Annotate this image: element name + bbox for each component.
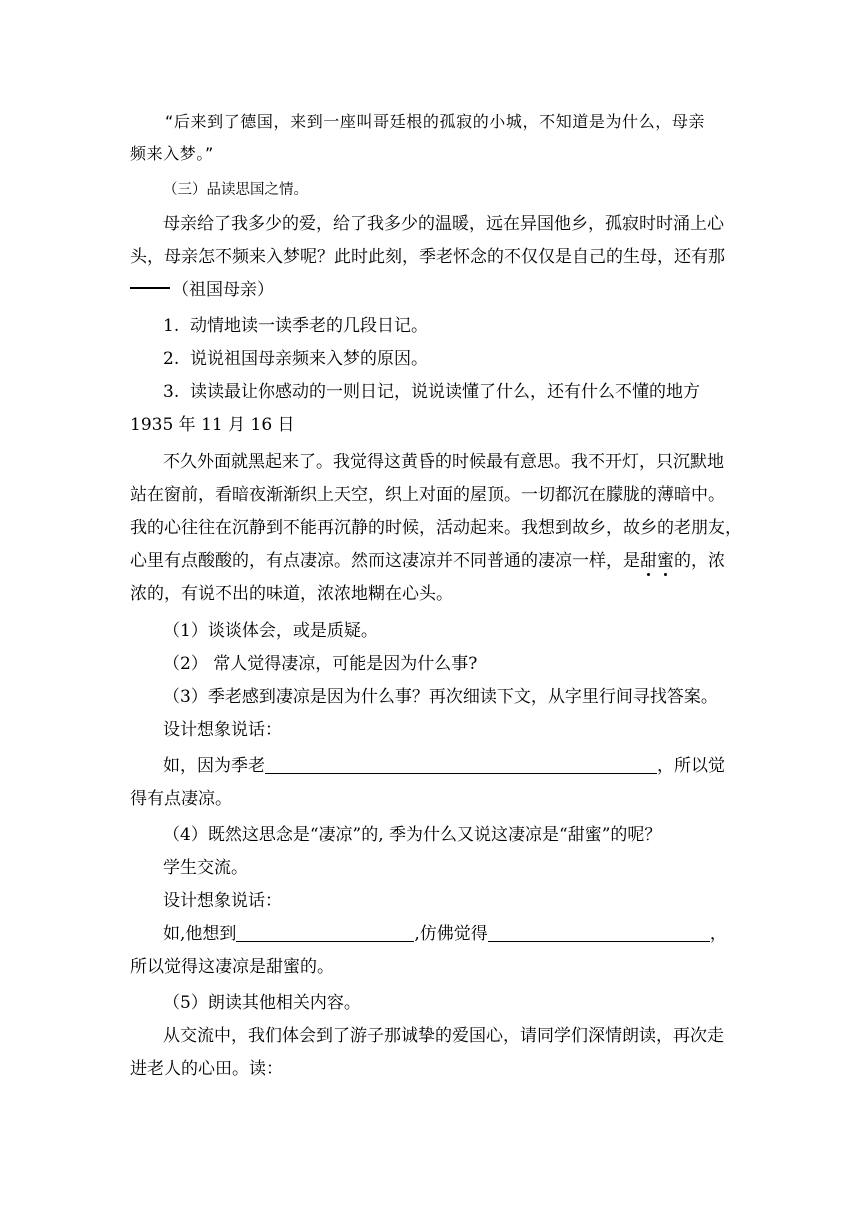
question-2: （2） 常人觉得凄凉，可能是因为什么事? xyxy=(163,654,478,674)
diary-line-4 xyxy=(130,549,725,573)
task-number: 3. xyxy=(163,382,180,402)
student-exchange: 学生交流。 xyxy=(163,858,248,878)
intro-answer: （祖国母亲） xyxy=(172,280,274,300)
closing-line-1: 从交流中，我们体会到了游子那诚挚的爱国心，请同学们深情朗读，再次走 xyxy=(163,1026,724,1046)
task-number: 2. xyxy=(163,349,180,369)
fill-suffix: ， xyxy=(709,924,727,944)
fill-suffix: ，所以觉 xyxy=(657,756,725,776)
emphasis-char: 甜 xyxy=(640,551,657,571)
question-4: （4）既然这思念是“凄凉”的, 季为什么又说这凄凉是“甜蜜”的呢？ xyxy=(163,825,662,845)
closing-line-2: 进老人的心田。读： xyxy=(130,1059,283,1079)
design-prompt-2: 设计想象说话： xyxy=(163,891,282,911)
task-item xyxy=(163,380,700,404)
diary-date: 1935 年 11 月 16 日 xyxy=(130,415,295,435)
task-item xyxy=(163,314,428,338)
task-number: 1. xyxy=(163,316,180,336)
task-text: 动情地读一读季老的几段日记。 xyxy=(190,316,429,336)
question-3: （3）季老感到凄凉是因为什么事？再次细读下文，从字里行间寻找答案。 xyxy=(163,687,718,707)
fill-line-2 xyxy=(163,922,727,946)
fill-prefix: 如,他想到 xyxy=(163,924,237,944)
fill-line-1-cont: 得有点凄凉。 xyxy=(130,789,232,809)
task-text: 读读最让你感动的一则日记，说说读懂了什么，还有什么不懂的地方 xyxy=(190,382,701,402)
fill-mid: ,仿佛觉得 xyxy=(414,924,488,944)
question-1: （1）谈谈体会，或是质疑。 xyxy=(163,621,378,641)
intro-line-3 xyxy=(130,278,274,302)
intro-line-1: 母亲给了我多少的爱，给了我多少的温暖，远在异国他乡，孤寂时时涌上心 xyxy=(163,214,724,234)
dash-line xyxy=(130,287,170,289)
task-text: 说说祖国母亲频来入梦的原因。 xyxy=(190,349,429,369)
diary-text: 心里有点酸酸的，有点凄凉。然而这凄凉并不同普通的凄凉一样，是 xyxy=(130,551,640,571)
answer-blank[interactable] xyxy=(488,923,710,942)
emphasis-char: 蜜 xyxy=(657,551,674,571)
diary-line-3: 我的心往往在沉静到不能再沉静的时候，活动起来。我想到故乡，故乡的老朋友， xyxy=(130,518,742,538)
fill-line-2-cont: 所以觉得这凄凉是甜蜜的。 xyxy=(130,957,334,977)
fill-prefix: 如，因为季老 xyxy=(163,756,265,776)
diary-line-2: 站在窗前，看暗夜渐渐织上天空，织上对面的屋顶。一切都沉在朦胧的薄暗中。 xyxy=(130,485,725,505)
answer-blank[interactable] xyxy=(265,755,657,774)
question-5: （5）朗读其他相关内容。 xyxy=(163,993,361,1013)
fill-line-1 xyxy=(163,754,725,778)
diary-line-5: 浓的，有说不出的味道，浓浓地糊在心头。 xyxy=(130,584,453,604)
answer-blank[interactable] xyxy=(236,923,414,942)
intro-line-2: 头，母亲怎不频来入梦呢？此时此刻，季老怀念的不仅仅是自己的生母，还有那 xyxy=(130,247,725,267)
section-heading: （三）品读思国之情。 xyxy=(163,182,308,198)
diary-text: 的，浓 xyxy=(674,551,725,571)
task-item xyxy=(163,347,428,371)
diary-line-1: 不久外面就黑起来了。我觉得这黄昏的时候最有意思。我不开灯，只沉默地 xyxy=(163,452,724,472)
design-prompt-1: 设计想象说话： xyxy=(163,720,282,740)
quote-line-1: “后来到了德国，来到一座叫哥廷根的孤寂的小城，不知道是为什么，母亲 xyxy=(165,112,706,131)
quote-line-2: 频来入梦。” xyxy=(130,144,214,163)
